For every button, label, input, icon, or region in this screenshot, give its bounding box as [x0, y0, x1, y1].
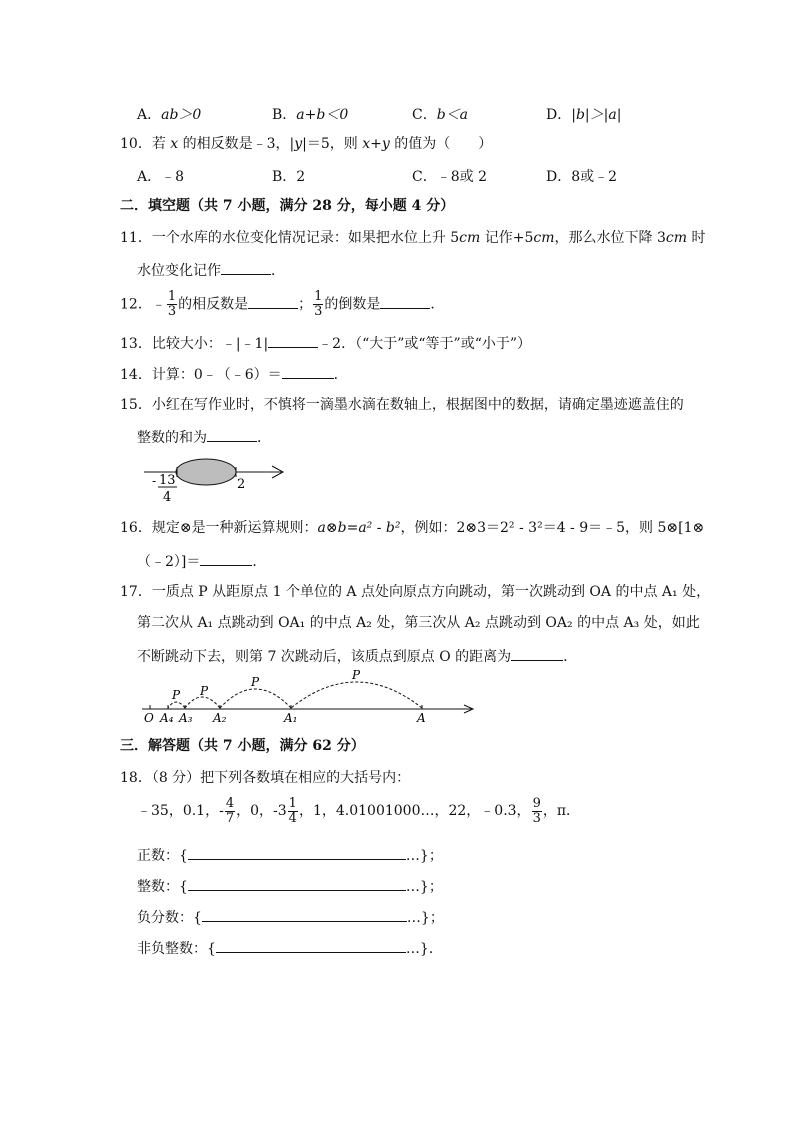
q12-fraction-1: $\frac{1}{3}$: [167, 289, 177, 319]
o-label: O: [144, 711, 154, 725]
q15-number-line-figure: [140, 452, 300, 508]
q11-line1: 11．一个水库的水位变化情况记录：如果把水位上升 5cm 记作+5cm，那么水位下降 3cm 时: [120, 230, 706, 246]
q18-mixed-fraction: $\frac{1}{4}$: [288, 795, 297, 826]
left-numerator: 13: [159, 473, 176, 488]
jump-arc-1: [291, 682, 422, 708]
q12: 12．﹣ $\frac{1}{3}$ 的相反数是 ； $\frac{1}{3}$ 的倒数是 ．: [120, 289, 445, 319]
q18-category-integer: 整数：{ …}；: [137, 876, 443, 896]
q18-category-nonnegative-integer: 非负整数：{ …}．: [137, 938, 443, 958]
q11-line2: 水位变化记作 ．: [137, 260, 285, 280]
q13-answer-blank[interactable]: [268, 333, 318, 348]
q16-line2: （﹣2）]＝ ．: [137, 551, 266, 571]
jump-arc-4: [168, 702, 185, 708]
q9-option-d: D．|b|＞|a|: [546, 107, 622, 123]
q16-line1: 16．规定⊗是一种新运算规则：a⊗b=a² - b²，例如：2⊗3＝2² - 3²＝4 - 9＝﹣5，则 5⊗[1⊗: [120, 520, 705, 536]
a-label: A: [417, 711, 426, 725]
q18-category-negative-fraction: 负分数：{ …}；: [137, 907, 444, 927]
p-label-2: P: [251, 675, 260, 689]
a3-label: A₃: [179, 711, 193, 725]
q17-jump-figure: [138, 664, 478, 728]
q18-fraction-neg-4-7: $\frac{4}{7}$: [225, 795, 235, 826]
q11-answer-blank[interactable]: [221, 260, 271, 275]
q14-answer-blank[interactable]: [282, 364, 334, 379]
a1-label: A₁: [284, 711, 298, 725]
q16-answer-blank[interactable]: [200, 551, 252, 566]
q9-option-b: B．a+b＜0: [272, 107, 349, 123]
p-label-4: P: [172, 688, 181, 702]
q12-answer-blank-2[interactable]: [380, 294, 430, 309]
q10-stem: 10．若 x 的相反数是﹣3，|y|＝5，则 x+y 的值为（ ）: [120, 136, 493, 152]
right-label: 2: [237, 477, 246, 492]
q12-fraction-2: $\frac{1}{3}$: [314, 289, 323, 319]
q10-option-a: A．﹣8: [137, 169, 185, 185]
q10-option-b: B．2: [272, 169, 306, 185]
q15-line2: 整数的和为 ．: [137, 427, 271, 447]
p-label-3: P: [200, 684, 209, 698]
positive-numbers-blank[interactable]: [188, 845, 406, 860]
q12-answer-blank-1[interactable]: [248, 294, 298, 309]
q17-answer-blank[interactable]: [511, 646, 563, 661]
q17-line3: 不断跳动下去，则第 7 次跳动后，该质点到原点 O 的距离为 ．: [137, 646, 577, 666]
q18-category-positive: 正数：{ …}；: [137, 845, 443, 865]
q10-option-c: C．﹣8或 2: [412, 169, 487, 185]
q14: 14．计算：0﹣（﹣6）＝ ．: [120, 364, 348, 384]
ink-blot: [176, 459, 236, 485]
jump-arc-3: [185, 697, 220, 708]
section-3-title: 三．解答题（共 7 小题，满分 62 分）: [120, 738, 365, 754]
q13: 13．比较大小：﹣|﹣1| ﹣2．（“大于”或“等于”或“小于”）: [120, 333, 531, 353]
integers-blank[interactable]: [188, 876, 406, 891]
q17-line1: 17．一质点 P 从距原点 1 个单位的 A 点处向原点方向跳动，第一次跳动到 OA 的中点 A₁ 处，: [120, 584, 711, 600]
q9-option-c: C．b＜a: [412, 107, 469, 123]
q18-numbers: ﹣35，0.1，- $\frac{4}{7}$ ，0，-3 $\frac{1}{4}$ ，1，4.01001000…，22，﹣0.3， $\frac{9}{3}$ ，π．: [137, 795, 581, 826]
p-label-1: P: [352, 668, 361, 682]
jump-arc-2: [220, 689, 291, 708]
q17-line2: 第二次从 A₁ 点跳动到 OA₁ 的中点 A₂ 处，第三次从 A₂ 点跳动到 OA₂ 的中点 A₃ 处，如此: [137, 615, 700, 631]
negative-fractions-blank[interactable]: [202, 907, 407, 922]
nonnegative-integers-blank[interactable]: [216, 938, 406, 953]
section-2-title: 二．填空题（共 7 小题，满分 28 分，每小题 4 分）: [120, 198, 455, 214]
q15-answer-blank[interactable]: [207, 427, 257, 442]
q18-fraction-9-3: $\frac{9}{3}$: [532, 795, 541, 826]
a4-label: A₄: [160, 711, 174, 725]
left-sign: -: [152, 474, 157, 488]
q9-option-a: A．ab＞0: [137, 107, 202, 123]
a2-label: A₂: [213, 711, 227, 725]
left-denominator: 4: [163, 490, 172, 505]
q15-line1: 15．小红在写作业时，不慎将一滴墨水滴在数轴上，根据图中的数据，请确定墨迹遮盖住的: [120, 397, 684, 413]
q18-stem: 18．（8 分）把下列各数填在相应的大括号内：: [120, 770, 411, 786]
q10-option-d: D．8或﹣2: [546, 169, 618, 185]
